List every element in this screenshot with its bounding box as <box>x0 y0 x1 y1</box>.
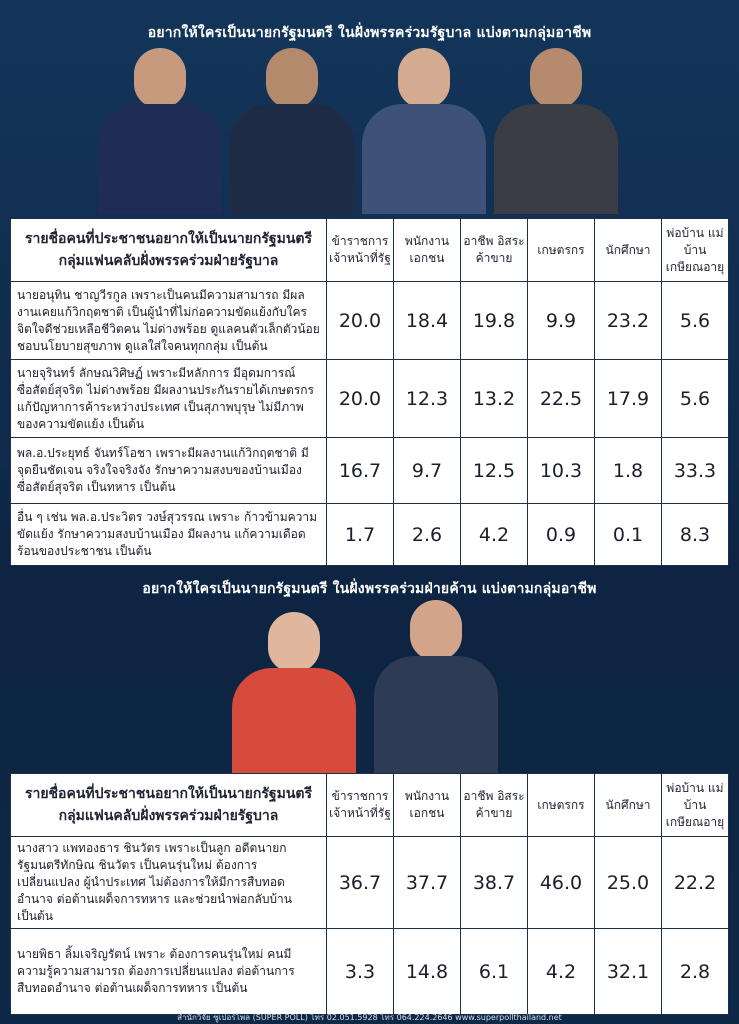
percent-value: 4.2 <box>528 929 595 1015</box>
percent-value: 6.1 <box>461 929 528 1015</box>
portrait-suit <box>374 656 498 776</box>
candidate-reason: นางสาว แพทองธาร ชินวัตร เพราะเป็นลูก อดีตนายกรัฐมนตรีทักษิณ ชินวัตร เป็นคนรุ่นใหม่ ต้องการเปลี่ยนแปลง ผู้นำประเทศ ไม่ต้องการให้มีการสืบทอดอำนาจ ต่อต้านเผด็จการทหาร และช่วยนำพ่อกลับบ้าน เป็นต้น <box>11 837 327 929</box>
column-header: อาชีพ อิสระ ค้าขาย <box>461 219 528 282</box>
percent-value: 20.0 <box>327 360 394 438</box>
portrait-head <box>410 600 462 660</box>
opposition-candidates-photos <box>228 600 502 776</box>
percent-value: 9.7 <box>394 438 461 504</box>
portrait-head <box>398 48 450 108</box>
table-row <box>11 438 729 504</box>
candidate-reason: นายพิธา ลิ้มเจริญรัตน์ เพราะ ต้องการคนรุ่นใหม่ คนมีความรู้ความสามารถ ต้องการเปลี่ยนแปลง ต่อต้านการสืบทอดอำนาจ ต่อต้านเผด็จการทหาร เป็นต้น <box>11 929 327 1015</box>
percent-value: 0.1 <box>595 504 662 566</box>
percent-value: 36.7 <box>327 837 394 929</box>
portrait-head <box>266 48 318 108</box>
percent-value: 8.3 <box>662 504 729 566</box>
percent-value: 2.6 <box>394 504 461 566</box>
candidate-reason: นายอนุทิน ชาญวีรกูล เพราะเป็นคนมีความสามารถ มีผลงานเคยแก้วิกฤตชาติ เป็นผู้นำที่ไม่ก่อความขัดแย้งกับใคร จิตใจดีช่วยเหลือชีวิตคน ไม่ด่างพร้อย ดูแลคนตัวเล็กตัวน้อย ชอบนโยบายสุขภาพ ดูแลใส่ใจคนทุกกลุ่ม เป็นต้น <box>11 282 327 360</box>
percent-value: 17.9 <box>595 360 662 438</box>
table-row <box>11 504 729 566</box>
percent-value: 9.9 <box>528 282 595 360</box>
percent-value: 5.6 <box>662 360 729 438</box>
percent-value: 14.8 <box>394 929 461 1015</box>
percent-value: 37.7 <box>394 837 461 929</box>
percent-value: 4.2 <box>461 504 528 566</box>
column-header: นักศึกษา <box>595 219 662 282</box>
percent-value: 5.6 <box>662 282 729 360</box>
candidate-photo <box>362 48 486 214</box>
table-row <box>11 929 729 1015</box>
percent-value: 20.0 <box>327 282 394 360</box>
opposition-side-table <box>10 773 729 1015</box>
percent-value: 38.7 <box>461 837 528 929</box>
candidate-photo <box>232 612 356 776</box>
portrait-head <box>530 48 582 108</box>
table-header-row <box>11 774 729 837</box>
table-header-title: รายชื่อคนที่ประชาชนอยากให้เป็นนายกรัฐมนตรี กลุ่มแฟนคลับฝั่งพรรคร่วมฝ่ายรัฐบาล <box>11 219 327 282</box>
government-side-table <box>10 218 729 566</box>
column-header: เกษตรกร <box>528 219 595 282</box>
column-header: พ่อบ้าน แม่บ้าน เกษียณอายุ <box>662 774 729 837</box>
portrait-suit <box>494 104 618 214</box>
column-header: เกษตรกร <box>528 774 595 837</box>
percent-value: 0.9 <box>528 504 595 566</box>
column-header: ข้าราชการ เจ้าหน้าที่รัฐ <box>327 219 394 282</box>
column-header: พ่อบ้าน แม่บ้าน เกษียณอายุ <box>662 219 729 282</box>
portrait-suit <box>98 104 222 214</box>
percent-value: 22.5 <box>528 360 595 438</box>
percent-value: 32.1 <box>595 929 662 1015</box>
candidate-photo <box>374 600 498 776</box>
table-row <box>11 282 729 360</box>
percent-value: 19.8 <box>461 282 528 360</box>
percent-value: 22.2 <box>662 837 729 929</box>
candidate-reason: อื่น ๆ เช่น พล.อ.ประวิตร วงษ์สุวรรณ เพราะ ก้าวข้ามความขัดแย้ง รักษาความสงบบ้านเมือง มีผลงาน แก้ความเดือดร้อนของประชาชน เป็นต้น <box>11 504 327 566</box>
table-body <box>11 282 729 566</box>
table-header-row <box>11 219 729 282</box>
column-header: ข้าราชการ เจ้าหน้าที่รัฐ <box>327 774 394 837</box>
percent-value: 3.3 <box>327 929 394 1015</box>
percent-value: 12.5 <box>461 438 528 504</box>
candidate-reason: พล.อ.ประยุทธ์ จันทร์โอชา เพราะมีผลงานแก้วิกฤตชาติ มีจุดยืนชัดเจน จริงใจจริงจัง รักษาความสงบของบ้านเมือง ซื่อสัตย์สุจริต เป็นทหาร เป็นต้น <box>11 438 327 504</box>
percent-value: 25.0 <box>595 837 662 929</box>
government-candidates-photos <box>94 48 622 214</box>
percent-value: 18.4 <box>394 282 461 360</box>
portrait-suit <box>362 104 486 214</box>
section2-title: อยากให้ใครเป็นนายกรัฐมนตรี ในฝั่งพรรคร่วมฝ่ายค้าน แบ่งตามกลุ่มอาชีพ <box>142 581 597 597</box>
footer-credit: สำนักวิจัย ซูเปอร์โพล (SUPER POLL) โทร 02.051.5928 โทร 064.224.2646 www.superpollthailand.net <box>177 1013 562 1022</box>
candidate-photo <box>230 48 354 214</box>
column-header: นักศึกษา <box>595 774 662 837</box>
percent-value: 2.8 <box>662 929 729 1015</box>
portrait-jacket <box>232 668 356 776</box>
candidate-photo <box>494 48 618 214</box>
candidate-photo <box>98 48 222 214</box>
table-header-title: รายชื่อคนที่ประชาชนอยากให้เป็นนายกรัฐมนตรี กลุ่มแฟนคลับฝั่งพรรคร่วมฝ่ายรัฐบาล <box>11 774 327 837</box>
percent-value: 12.3 <box>394 360 461 438</box>
portrait-head <box>134 48 186 108</box>
percent-value: 16.7 <box>327 438 394 504</box>
percent-value: 23.2 <box>595 282 662 360</box>
percent-value: 1.7 <box>327 504 394 566</box>
portrait-head <box>268 612 320 672</box>
portrait-suit <box>230 104 354 214</box>
percent-value: 33.3 <box>662 438 729 504</box>
percent-value: 10.3 <box>528 438 595 504</box>
percent-value: 1.8 <box>595 438 662 504</box>
table-body <box>11 837 729 1015</box>
table-row <box>11 837 729 929</box>
percent-value: 13.2 <box>461 360 528 438</box>
column-header: อาชีพ อิสระ ค้าขาย <box>461 774 528 837</box>
section1-title: อยากให้ใครเป็นนายกรัฐมนตรี ในฝั่งพรรคร่วมรัฐบาล แบ่งตามกลุ่มอาชีพ <box>147 25 592 41</box>
column-header: พนักงาน เอกชน <box>394 774 461 837</box>
table-row <box>11 360 729 438</box>
column-header: พนักงาน เอกชน <box>394 219 461 282</box>
candidate-reason: นายจุรินทร์ ลักษณวิศิษฏ์ เพราะมีหลักการ มีอุดมการณ์ซื่อสัตย์สุจริต ไม่ด่างพร้อย มีผลงานประกันรายได้เกษตรกร แก้ปัญหาการค้าระหว่างประเทศ เป็นสุภาพบุรุษ ไม่มีภาพของความขัดแย้ง เป็นต้น <box>11 360 327 438</box>
percent-value: 46.0 <box>528 837 595 929</box>
